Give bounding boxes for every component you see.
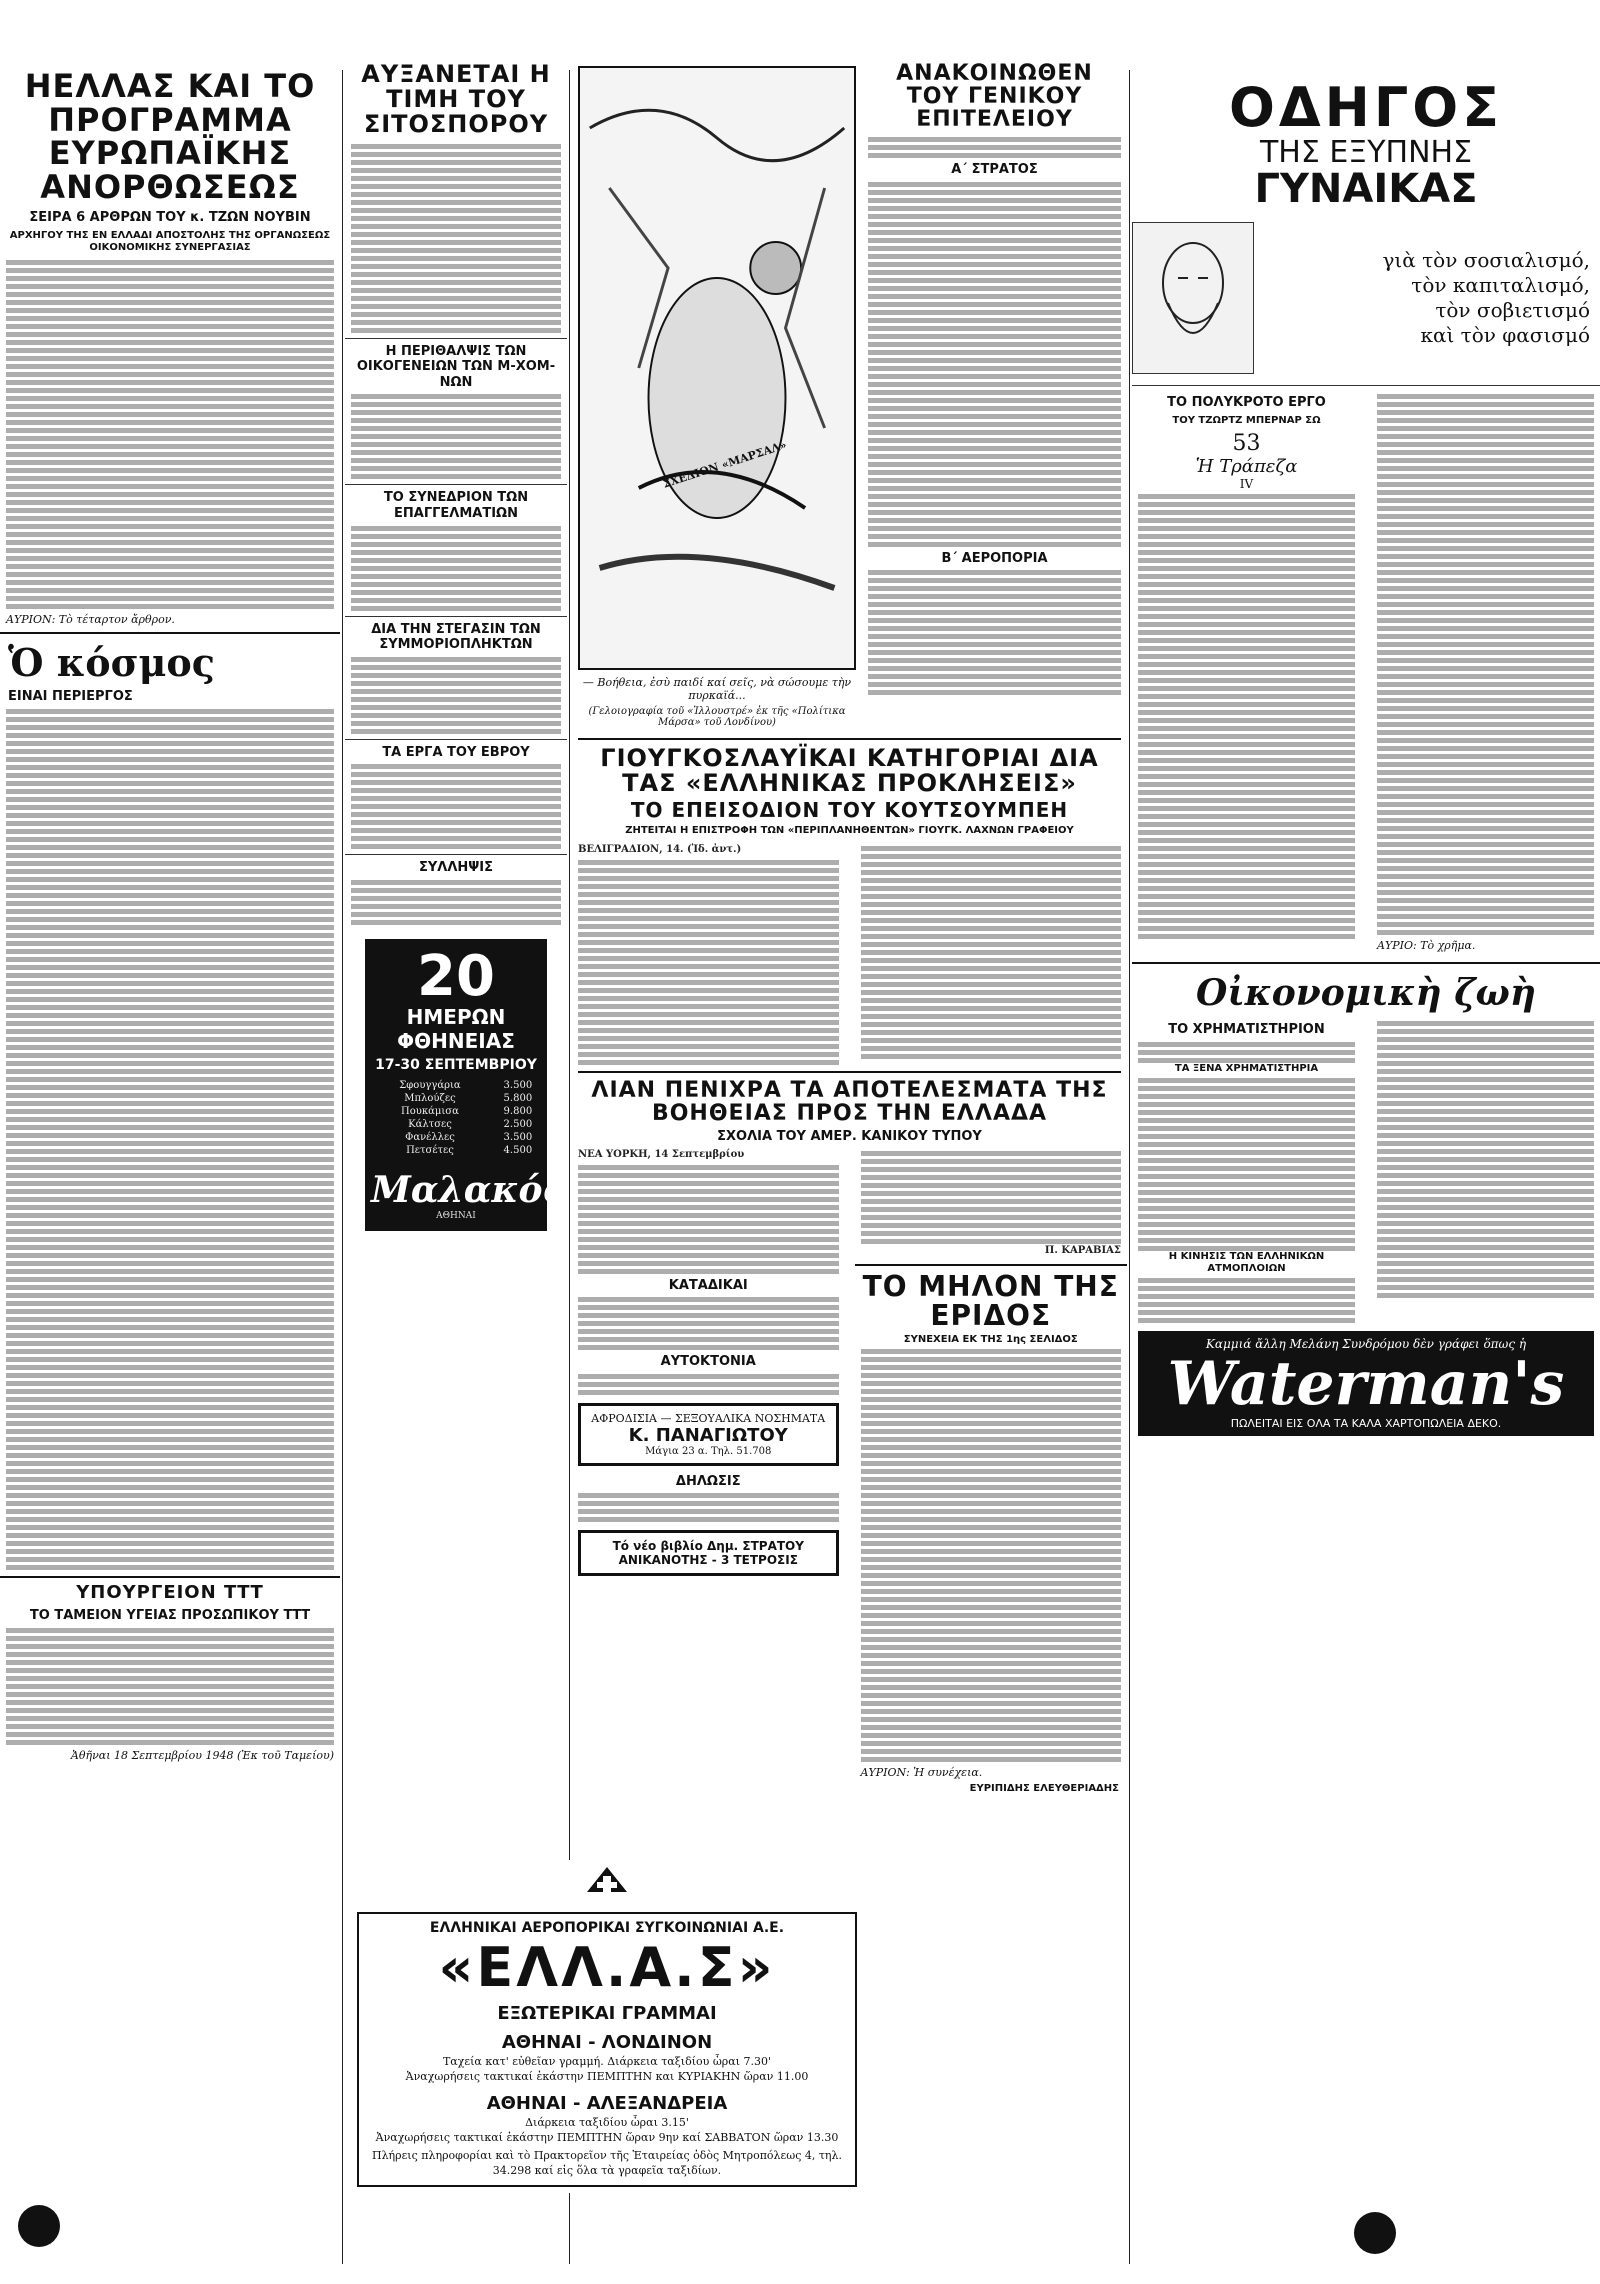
cartoon-banner: ΣΧΕΔΙΟΝ «ΜΑΡΣΑΛ»: [661, 438, 789, 491]
doctor-ad-address: Μάγια 23 α. Τηλ. 51.708: [645, 1445, 772, 1457]
doctor-ad-specialty: ΑΦΡΟΔΙΣΙΑ — ΣΕΞΟΥΑΛΙΚΑ ΝΟΣΗΜΑΤΑ: [591, 1411, 826, 1425]
ad-row: Πετσέτες 4.500: [406, 1144, 533, 1156]
ministry-section: [0, 1581, 340, 1763]
fund-title: ΤΟ ΤΑΜΕΙΟΝ ΥΓΕΙΑΣ ΠΡΟΣΩΠΙΚΟΥ ΤΤΤ: [29, 1608, 311, 1624]
ad-days-label: ΗΜΕΡΩΝ ΦΘΗΝΕΙΑΣ: [397, 1004, 515, 1053]
portrait-sketch: [1132, 222, 1254, 374]
ad-row: Σφουγγάρια 3.500: [399, 1079, 533, 1091]
guide-next: ΑΥΡΙΟ: Τὸ χρῆμα.: [1377, 939, 1476, 953]
cartoon: [578, 66, 856, 670]
stock-exchange-headline: ΤΟ ΧΡΗΜΑΤΙΣΤΗΡΙΟΝ: [1168, 1022, 1325, 1038]
guide-tag-3: τὸν σοβιετισμό: [1435, 298, 1590, 323]
book-ad: [578, 1530, 839, 1576]
sentences-headline: ΚΑΤΑΔΙΚΑΙ: [668, 1277, 748, 1293]
waterman-brand: Waterman's: [1167, 1348, 1565, 1419]
fund-signature: Ἀθῆναι 18 Σεπτεμβρίου 1948 (Ἐκ τοῦ Ταμείου): [70, 1749, 334, 1763]
ellas-route-2: ΑΘΗΝΑΙ - ΑΛΕΞΑΝΔΡΕΙΑ: [486, 2092, 728, 2114]
doctor-ad: [578, 1403, 839, 1466]
guide-tag-4: καὶ τὸν φασισμό: [1420, 323, 1590, 348]
evros-headline: ΤΑ ΕΡΓΑ ΤΟΥ ΕΒΡΟΥ: [382, 744, 530, 760]
aid-dateline: ΝΕΑ ΥΟΡΚΗ, 14 Σεπτεμβρίου: [578, 1149, 745, 1161]
ellas-route-1-departures: Ἀναχωρήσεις τακτικαί ἑκάστην ΠΕΜΠΤΗΝ και ΚΥΡΙΑΚΗΝ ὥραν 11.00: [405, 2069, 809, 2083]
malakos-ad: [365, 939, 565, 1231]
kosmos-title: Ὁ κόσμος: [8, 639, 215, 685]
article-next: ΑΥΡΙΟΝ: Τὸ τέταρτον ἄρθρον.: [6, 612, 175, 626]
kosmos-subtitle: ΕΙΝΑΙ ΠΕΡΙΕΡΓΟΣ: [8, 688, 133, 704]
foreign-exchanges-headline: ΤΑ ΞΕΝΑ ΧΡΗΜΑΤΙΣΤΗΡΙΑ: [1174, 1062, 1319, 1074]
waterman-tagline: Καμμιά ἄλλη Μελάνη Συνδρόμου δὲν γράφει ὅπως ἡ: [1205, 1336, 1527, 1351]
arrest-headline: ΣΥΛΛΗΨΙΣ: [418, 860, 494, 876]
kosmos-body-lines: [0, 709, 340, 1570]
guide-title-1: ΟΔΗΓΟΣ: [1228, 76, 1504, 139]
waterman-footer: ΠΩΛΕΙΤΑΙ ΕΙΣ ΟΛΑ ΤΑ ΚΑΛΑ ΧΑΡΤΟΠΩΛΕΙΑ ΔΕΚΟ.: [1230, 1416, 1502, 1430]
apple-next: ΑΥΡΙΟΝ: Ἡ συνέχεια.: [860, 1766, 983, 1780]
suicide-headline: ΑΥΤΟΚΤΟΝΙΑ: [660, 1354, 756, 1370]
ad-row: Πουκάμισα 9.800: [401, 1105, 533, 1117]
ad-city: ΑΘΗΝΑΙ: [436, 1210, 476, 1221]
guide-title-2: ΤΗΣ ΕΞΥΠΝΗΣ: [1259, 134, 1473, 170]
column-1: [0, 0, 340, 2284]
yugoslav-deck: ΖΗΤΕΙΤΑΙ Η ΕΠΙΣΤΡΟΦΗ ΤΩΝ «ΠΕΡΙΠΛΑΝΗΘΕΝΤΩΝ» ΓΙΟΥΓΚ. ΛΑΧΝΩΝ ΓΡΑΦΕΙΟΥ: [625, 825, 1074, 837]
chapter-title: Ἡ Τράπεζα: [1195, 455, 1298, 477]
doctor-ad-name: Κ. ΠΑΝΑΓΙΩΤΟΥ: [628, 1424, 788, 1446]
aid-headline: ΛΙΑΝ ΠΕΝΙΧΡΑ ΤΑ ΑΠΟΤΕΛΕΣΜΑΤΑ ΤΗΣ ΒΟΗΘΕΙΑΣ ΠΡΟΣ ΤΗΝ ΕΛΛΑΔΑ: [591, 1077, 1108, 1126]
article-body-lines: [0, 260, 340, 609]
ellas-title: «ΕΛΛ.Α.Σ»: [438, 1936, 776, 1999]
ad-dates: 17-30 ΣΕΠΤΕΜΒΡΙΟΥ: [375, 1056, 537, 1073]
ad-row: Φανέλλες 3.500: [405, 1131, 533, 1143]
guide-tag-2: τὸν καπιταλισμό,: [1411, 273, 1590, 298]
declaration-headline: ΔΗΛΩΣΙΣ: [675, 1473, 741, 1489]
author-label: ΤΟΥ ΤΖΩΡΤΖ ΜΠΕΡΝΑΡ ΣΩ: [1172, 414, 1321, 426]
ellas-airlines-ad: [347, 1860, 867, 2193]
aid-subheadline: ΣΧΟΛΙΑ ΤΟΥ ΑΜΕΡ. ΚΑΝΙΚΟΥ ΤΥΠΟΥ: [717, 1128, 982, 1144]
yugoslav-headline: ΓΙΟΥΓΚΟΣΛΑΥΪΚΑΙ ΚΑΤΗΓΟΡΙΑΙ ΔΙΑ ΤΑΣ «ΕΛΛΗΝΙΚΑΣ ΠΡΟΚΛΗΣΕΙΣ»: [600, 744, 1099, 798]
guide-tag-1: γιὰ τὸν σοσιαλισμό,: [1382, 248, 1590, 273]
ad-brand: Μαλακός: [371, 1168, 565, 1211]
work-label: ΤΟ ΠΟΛΥΚΡΟΤΟ ΕΡΓΟ: [1167, 395, 1326, 411]
book-ad-title: Τό νέο βιβλίο Δημ. ΣΤΡΑΤΟΥ ΑΝΙΚΑΝΟΤΗΣ - 3 ΤΕΤΡΟΣΙΣ: [612, 1539, 804, 1568]
guide-title-3: ΓΥΝΑΙΚΑΣ: [1254, 166, 1478, 213]
ad-row: Κάλτσες 2.500: [408, 1118, 533, 1130]
main-headline: ΗΕΛΛΑΣ ΚΑΙ ΤΟ ΠΡΟΓΡΑΜΜΑ ΕΥΡΩΠΑΪΚΗΣ ΑΝΟΡΘΩΣΕΩΣ: [24, 67, 316, 206]
cartoon-credit: (Γελοιογραφία τοῦ «Ἰλλουστρέ» ἐκ τῆς «Πολίτικα Μάρσα» τοῦ Λονδίνου): [588, 706, 846, 728]
airforce-subhead: Β΄ ΑΕΡΟΠΟΡΙΑ: [941, 550, 1048, 566]
series-title: ΣΕΙΡΑ 6 ΑΡΘΡΩΝ ΤΟΥ κ. ΤΖΩΝ ΝΟΥΒΙΝ: [29, 210, 311, 226]
ministry-title: ΥΠΟΥΡΓΕΙΟΝ ΤΤΤ: [76, 1581, 264, 1603]
cartoon-caption: — Βοήθεια, ἐσὺ παιδί καί σεῖς, νὰ σώσουμε τὴν πυρκαϊά...: [582, 676, 852, 702]
yugoslav-subheadline: ΤΟ ΕΠΕΙΣΟΔΙΟΝ ΤΟΥ ΚΟΥΤΣΟΥΜΠΕΗ: [630, 798, 1069, 823]
portrait-drawing: [1133, 223, 1253, 373]
chapter-number: IV: [1239, 476, 1254, 491]
yugoslav-dateline: ΒΕΛΙΓΡΑΔΙΟΝ, 14. (Ἰδ. ἀντ.): [578, 844, 742, 856]
congress-headline: ΤΟ ΣΥΝΕΔΡΙΟΝ ΤΩΝ ΕΠΑΓΓΕΛΜΑΤΙΩΝ: [383, 490, 529, 521]
ellas-company: ΕΛΛΗΝΙΚΑΙ ΑΕΡΟΠΟΡΙΚΑΙ ΣΥΓΚΟΙΝΩΝΙΑΙ Α.Ε.: [429, 1920, 785, 1936]
care-headline: Η ΠΕΡΙΘΑΛΨΙΣ ΤΩΝ ΟΙΚΟΓΕΝΕΙΩΝ ΤΩΝ Μ-ΧΟΜ-ΝΩΝ: [356, 343, 556, 390]
waterman-ad: [1138, 1331, 1594, 1436]
ships-headline: Η ΚΙΝΗΣΙΣ ΤΩΝ ΕΛΛΗΝΙΚΩΝ ΑΤΜΟΠΛΟΙΩΝ: [1168, 1250, 1325, 1274]
ellas-lines: ΕΞΩΤΕΡΙΚΑΙ ΓΡΑΜΜΑΙ: [497, 2003, 717, 2024]
economy-section-title: Οἰκονομικὴ ζωὴ: [1196, 972, 1536, 1015]
ellas-contact: Πλήρεις πληροφορίαι καὶ τὸ Πρακτορεῖον τῆς Ἑταιρείας ὁδὸς Μητροπόλεως 4, τηλ. 34.298 καί εἰς ὅλα τὰ γραφεῖα ταξιδίων.: [371, 2149, 842, 2178]
ellas-route-1: ΑΘΗΝΑΙ - ΛΟΝΔΙΝΟΝ: [501, 2032, 713, 2053]
wheat-headline: ΑΥΞΑΝΕΤΑΙ Η ΤΙΜΗ ΤΟΥ ΣΙΤΟΣΠΟΡΟΥ: [361, 60, 551, 139]
scan-hole-mark: [18, 2205, 60, 2247]
ad-days-number: 20: [417, 943, 495, 1009]
cartoon-drawing: [580, 68, 854, 668]
scan-hole-mark: [1354, 2212, 1396, 2254]
series-subtitle: ΑΡΧΗΓΟΥ ΤΗΣ ΕΝ ΕΛΛΑΔΙ ΑΠΟΣΤΟΛΗΣ ΤΗΣ ΟΡΓΑΝΩΣΕΩΣ ΟΙΚΟΝΟΜΙΚΗΣ ΣΥΝΕΡΓΑΣΙΑΣ: [9, 229, 331, 253]
column-right: [1132, 0, 1600, 2284]
installment-number: 53: [1232, 430, 1261, 456]
apple-continuation: ΣΥΝΕΧΕΙΑ ΕΚ ΤΗΣ 1ης ΣΕΛΙΔΟΣ: [903, 1334, 1078, 1346]
apple-headline: ΤΟ ΜΗΛΟΝ ΤΗΣ ΕΡΙΔΟΣ: [862, 1269, 1119, 1332]
ellas-route-2-departures: Ἀναχωρήσεις τακτικαί ἑκάστην ΠΕΜΠΤΗΝ ὥραν 9ην καί ΣΑΒΒΑΤΟΝ ὥραν 13.30: [375, 2130, 839, 2144]
staff-announcement-headline: ΑΝΑΚΟΙΝΩΘΕΝ ΤΟΥ ΓΕΝΙΚΟΥ ΕΠΙΤΕΛΕΙΟΥ: [896, 61, 1093, 133]
ad-price-list: [378, 1079, 534, 1157]
apple-credit: ΕΥΡΙΠΙΔΗΣ ΕΛΕΥΘΕΡΙΑΔΗΣ: [969, 1783, 1119, 1795]
ellas-route-2-info: Διάρκεια ταξιδίου ὧραι 3.15': [525, 2115, 689, 2129]
army-subhead: Α΄ ΣΤΡΑΤΟΣ: [951, 162, 1038, 178]
crest-icon: [577, 1862, 637, 1902]
ellas-route-1-info: Ταχεία κατ' εὐθεῖαν γραμμή. Διάρκεια ταξιδίου ὧραι 7.30': [442, 2055, 772, 2068]
housing-headline: ΔΙΑ ΤΗΝ ΣΤΕΓΑΣΙΝ ΤΩΝ ΣΥΜΜΟΡΙΟΠΛΗΚΤΩΝ: [371, 621, 541, 653]
ad-row: Μπλούζες 5.800: [404, 1092, 533, 1104]
aid-signature: Π. ΚΑΡΑΒΙΑΣ: [1044, 1245, 1121, 1257]
